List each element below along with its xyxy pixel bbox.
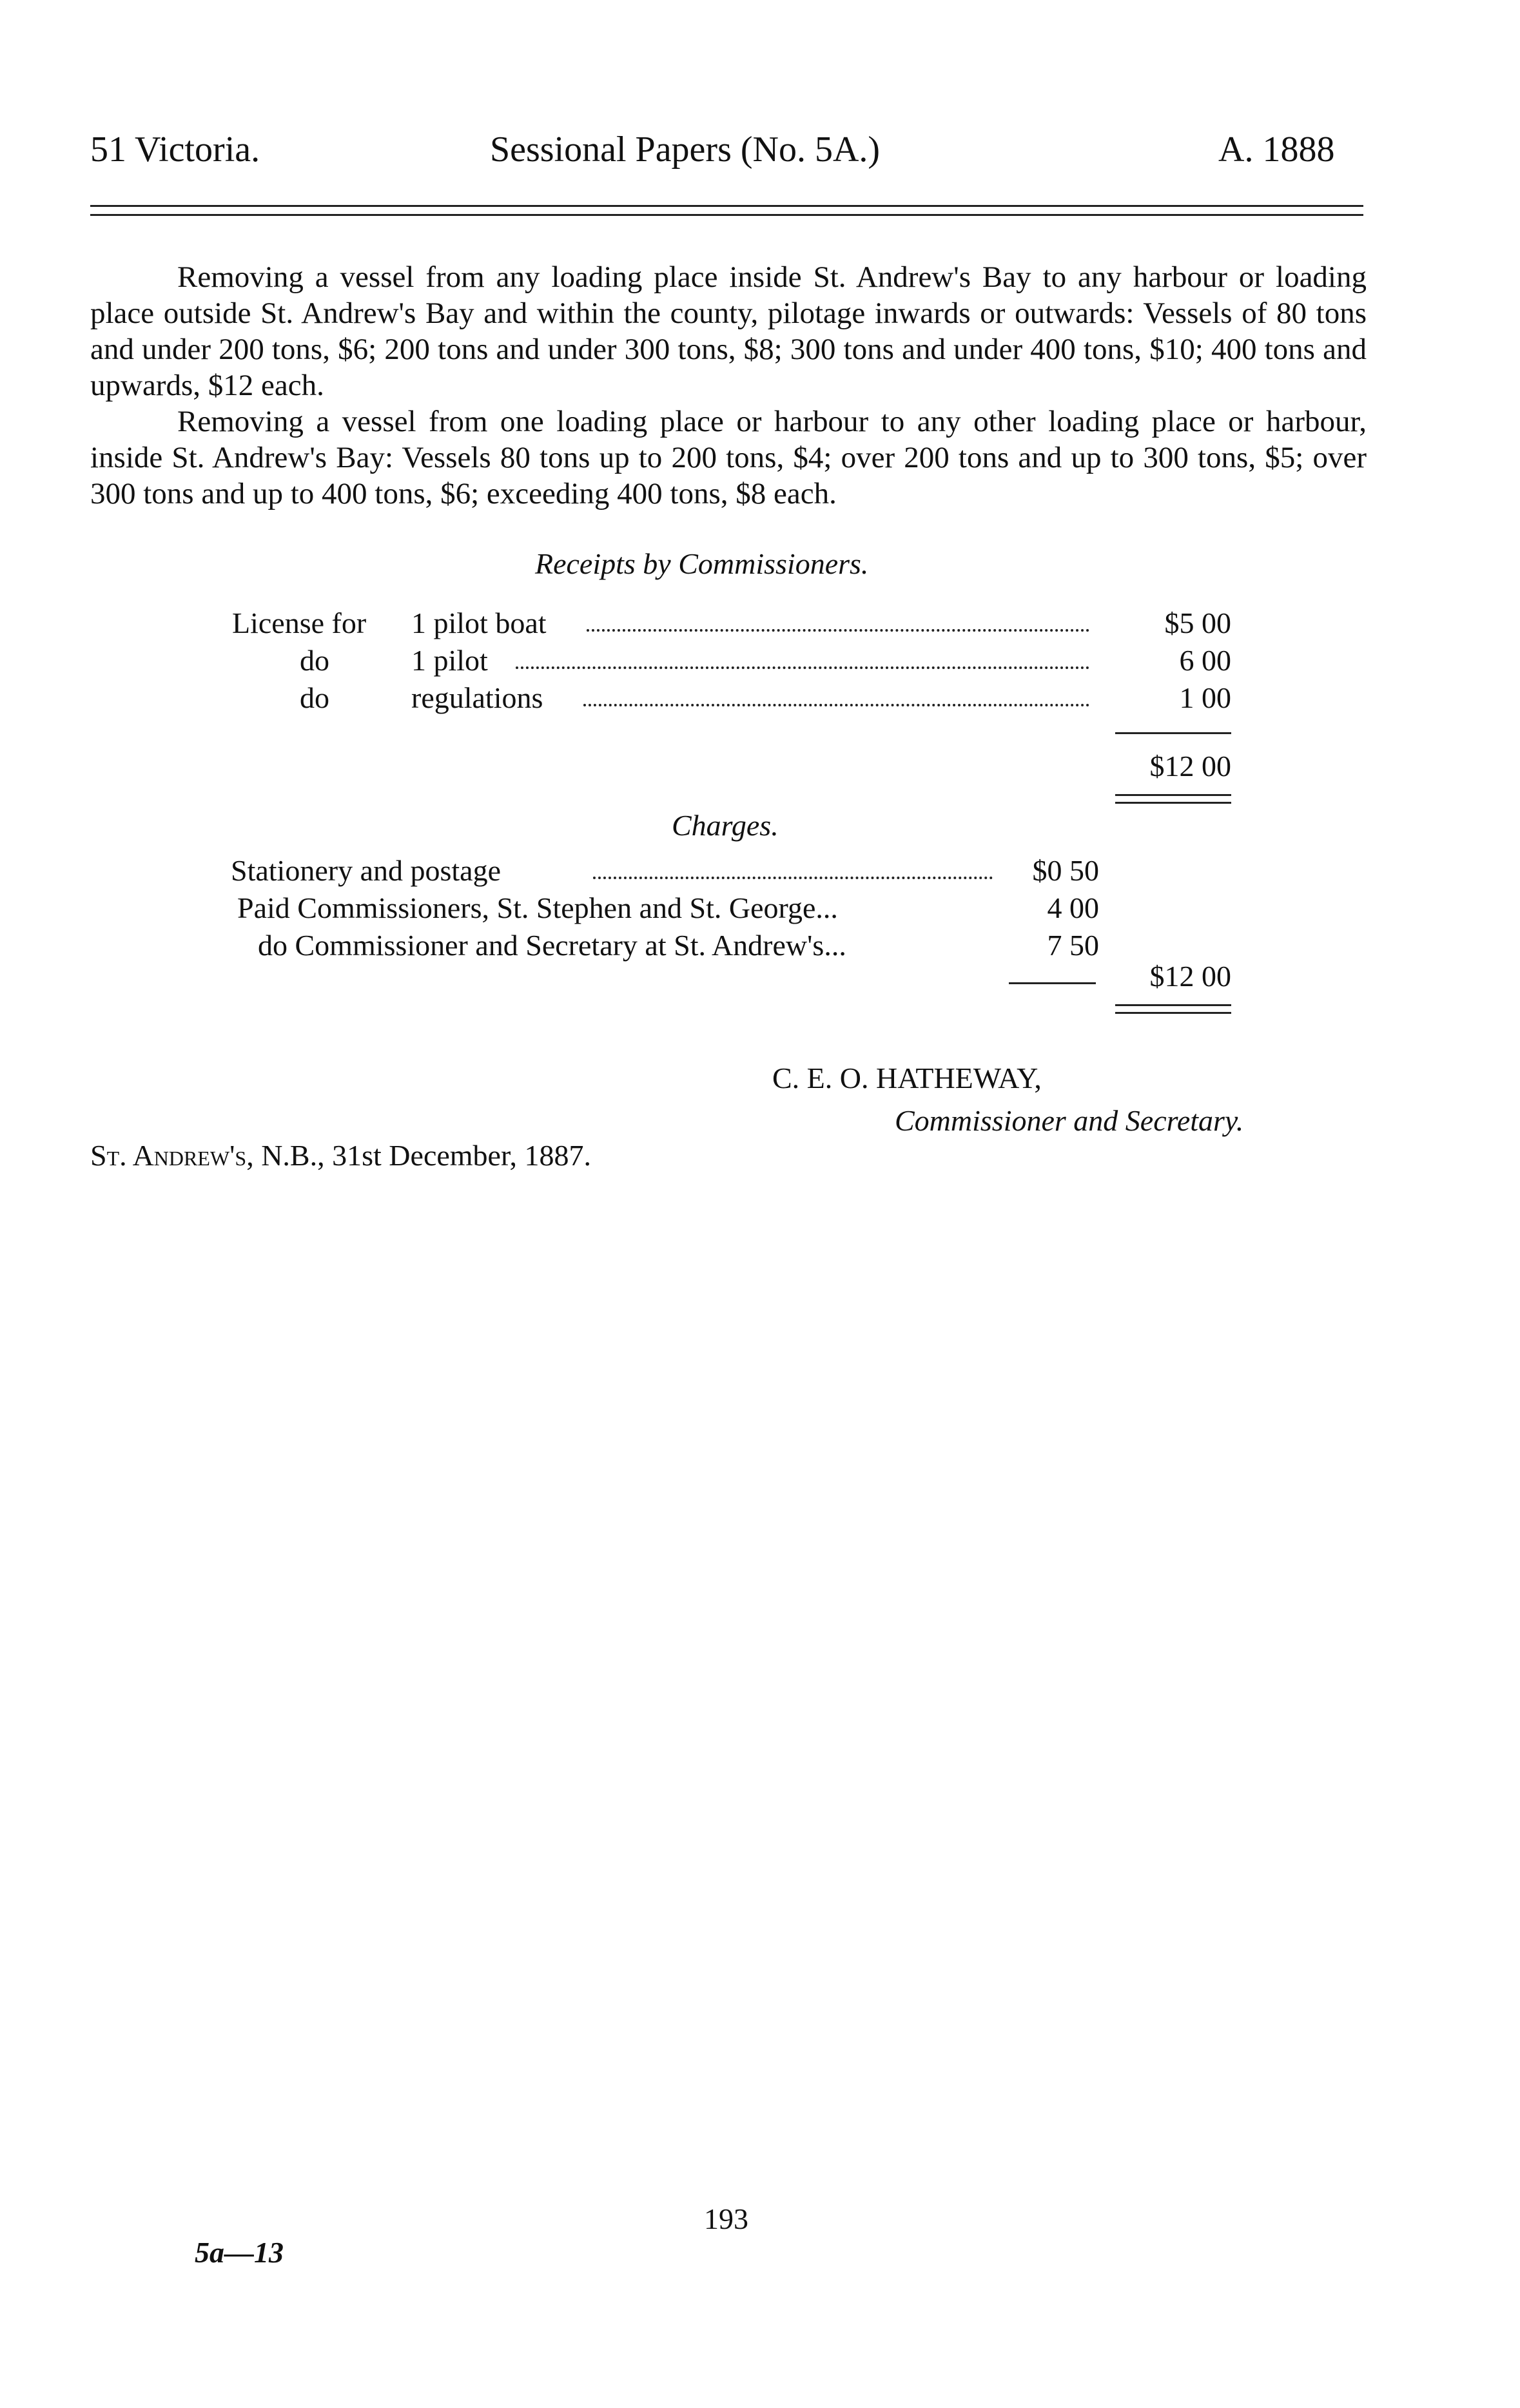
paragraph-pilotage-inside: Removing a vessel from one loading place or harbour to any other loading place or harbour, inside St. Andrew's Bay: Vessels 80 tons up to 200 tons, $4; over 200 tons and up to 300 tons, $5; over 300 tons and up to 400 tons, $6; exceeding 400 tons, $8 each. — [90, 405, 1367, 510]
receipt-amount: 1 00 — [1179, 681, 1231, 714]
header-volume: 51 Victoria. — [90, 130, 260, 170]
charge-amount: $0 50 — [1032, 854, 1099, 887]
receipts-total-rule — [1115, 802, 1231, 804]
charge-row — [0, 853, 1520, 889]
signature-title: Commissioner and Secretary. — [895, 1104, 1244, 1137]
charges-total-rule — [1115, 1012, 1231, 1014]
charges-title: Charges. — [672, 809, 779, 842]
receipt-prefix: do — [300, 644, 329, 677]
leader-dots — [593, 877, 993, 879]
charges-sum-rule — [1009, 982, 1096, 984]
header-title: Sessional Papers (No. 5A.) — [490, 130, 881, 170]
charge-row — [0, 928, 1520, 964]
charge-label: do Commissioner and Secretary at St. Andrew's... — [258, 929, 846, 962]
header-rule-bottom — [90, 214, 1363, 216]
receipt-item: 1 pilot boat — [411, 607, 547, 639]
place-date — [90, 1138, 591, 1172]
paragraph-pilotage-outside: Removing a vessel from any loading place inside St. Andrew's Bay to any harbour or loading place outside St. Andrew's Bay and within the county, pilotage inwards or outwards: Vessels of 80 tons and under 200 tons, $6; 200 tons and under 300 tons, $8; 300 tons and under 400 tons, $10; 400 tons and upwards, $12 each. — [90, 260, 1367, 402]
receipts-total-rule — [1115, 794, 1231, 796]
charge-label: Paid Commissioners, St. Stephen and St. George... — [237, 891, 838, 924]
header-year: A. 1888 — [1218, 130, 1335, 170]
receipts-total: $12 00 — [1149, 750, 1231, 782]
receipt-item: 1 pilot — [411, 644, 488, 677]
receipt-row — [0, 681, 1520, 717]
charge-amount: 4 00 — [1047, 891, 1099, 924]
charges-total-rule — [1115, 1004, 1231, 1006]
receipts-sum-rule — [1115, 732, 1231, 734]
receipt-prefix: License for — [232, 607, 367, 639]
charge-label: Stationery and postage — [231, 854, 502, 887]
place: St. Andrew's, N.B., — [90, 1139, 325, 1172]
header-rule-top — [90, 205, 1363, 207]
date: 31st December, 1887. — [332, 1139, 591, 1172]
charge-row — [0, 891, 1520, 927]
charges-total-row — [1109, 959, 1231, 995]
leader-dots — [516, 666, 1089, 669]
receipt-item: regulations — [411, 681, 543, 714]
page-number: 193 — [704, 2202, 748, 2235]
leader-dots — [583, 704, 1089, 706]
body-text — [90, 259, 1367, 512]
receipt-row — [0, 643, 1520, 679]
leader-dots — [587, 629, 1089, 632]
receipt-row — [0, 606, 1520, 642]
charge-amount: 7 50 — [1047, 929, 1099, 962]
receipt-prefix: do — [300, 681, 329, 714]
receipts-total-row — [1109, 749, 1231, 785]
receipt-amount: $5 00 — [1164, 607, 1231, 639]
receipts-title: Receipts by Commissioners. — [535, 547, 869, 580]
signature-name: C. E. O. HATHEWAY, — [772, 1062, 1042, 1094]
sheet-mark: 5a—13 — [195, 2236, 284, 2269]
receipt-amount: 6 00 — [1179, 644, 1231, 677]
charges-total: $12 00 — [1149, 960, 1231, 993]
